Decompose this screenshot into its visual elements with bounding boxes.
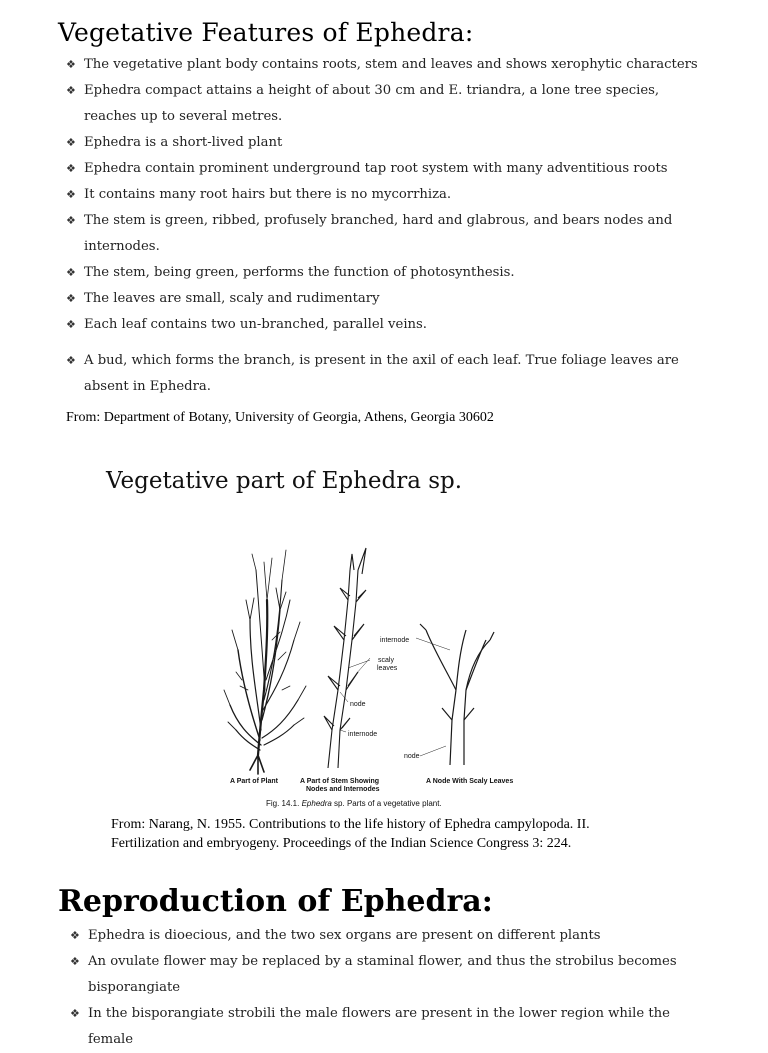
ephedra-illustration xyxy=(220,540,530,810)
label-internode-top: internode xyxy=(380,637,410,644)
label-internode-mid: internode xyxy=(348,731,378,738)
bullet-diamond-icon: ❖ xyxy=(66,188,76,201)
list-item: ❖ Each leaf contains two un-branched, parallel veins. xyxy=(66,312,706,348)
list-item: ❖ The stem, being green, performs the function of photosynthesis. xyxy=(66,260,706,286)
list-item: ❖ The vegetative plant body contains roots, stem and leaves and shows xerophytic characters xyxy=(66,52,706,78)
bullet-diamond-icon: ❖ xyxy=(66,162,76,175)
bullet-diamond-icon: ❖ xyxy=(70,929,80,942)
list-item: ❖ The leaves are small, scaly and rudimentary xyxy=(66,286,706,312)
caption-stem-line2: Nodes and Internodes xyxy=(306,786,380,793)
source-citation-georgia: From: Department of Botany, University of Georgia, Athens, Georgia 30602 xyxy=(66,410,494,425)
list-item: ❖ An ovulate flower may be replaced by a staminal flower, and thus the strobilus becomes bisporangiate xyxy=(70,949,710,1001)
source-citation-narang-line1: From: Narang, N. 1955. Contributions to the life history of Ephedra campylopoda. II. xyxy=(111,817,590,832)
caption-part-of-plant: A Part of Plant xyxy=(230,778,278,785)
bullet-diamond-icon: ❖ xyxy=(66,136,76,149)
caption-node-scaly: A Node With Scaly Leaves xyxy=(426,778,514,785)
plant-drawing xyxy=(224,550,306,774)
label-node-right: node xyxy=(404,753,420,760)
bullet-diamond-icon: ❖ xyxy=(70,1007,80,1020)
bullet-diamond-icon: ❖ xyxy=(70,955,80,968)
list-item: ❖ Ephedra is dioecious, and the two sex organs are present on different plants xyxy=(70,923,710,949)
list-item: ❖ Ephedra compact attains a height of about 30 cm and E. triandra, a lone tree species, reaches up to several metres. xyxy=(66,78,706,130)
list-item: ❖ A bud, which forms the branch, is present in the axil of each leaf. True foliage leaves are absent in Ephedra. xyxy=(66,348,706,400)
section-title-reproduction: Reproduction of Ephedra: xyxy=(58,884,493,919)
node-drawing xyxy=(420,624,494,765)
bullet-diamond-icon: ❖ xyxy=(66,318,76,331)
bullet-diamond-icon: ❖ xyxy=(66,354,76,367)
label-leaves: leaves xyxy=(377,665,398,672)
bullet-diamond-icon: ❖ xyxy=(66,266,76,279)
figure-title: Vegetative part of Ephedra sp. xyxy=(106,468,463,494)
source-citation-narang-line2: Fertilization and embryogeny. Proceedings of the Indian Science Congress 3: 224. xyxy=(111,836,572,851)
bullet-diamond-icon: ❖ xyxy=(66,292,76,305)
ephedra-vegetative-figure xyxy=(220,540,530,810)
label-leader-lines xyxy=(340,638,450,756)
list-item: ❖ In the bisporangiate strobili the male flowers are present in the lower region while the female xyxy=(70,1001,710,1027)
bullet-diamond-icon: ❖ xyxy=(66,84,76,97)
reproduction-list xyxy=(70,923,710,1047)
list-item: ❖ It contains many root hairs but there is no mycorrhiza. xyxy=(66,182,706,208)
list-item: ❖ Ephedra is a short-lived plant xyxy=(66,130,706,156)
figure-caption: Fig. 14.1. Ephedra sp. Parts of a vegetative plant. xyxy=(266,799,442,808)
list-item: ❖ The stem is green, ribbed, profusely branched, hard and glabrous, and bears nodes and internodes. xyxy=(66,208,706,260)
section-title-vegetative: Vegetative Features of Ephedra: xyxy=(58,18,474,47)
vegetative-features-list xyxy=(66,52,706,400)
bullet-diamond-icon: ❖ xyxy=(66,214,76,227)
label-node-mid: node xyxy=(350,701,366,708)
caption-stem-line1: A Part of Stem Showing xyxy=(300,778,380,785)
label-scaly: scaly xyxy=(378,657,394,664)
bullet-diamond-icon: ❖ xyxy=(66,58,76,71)
list-item: ❖ Ephedra contain prominent underground tap root system with many adventitious roots xyxy=(66,156,706,182)
